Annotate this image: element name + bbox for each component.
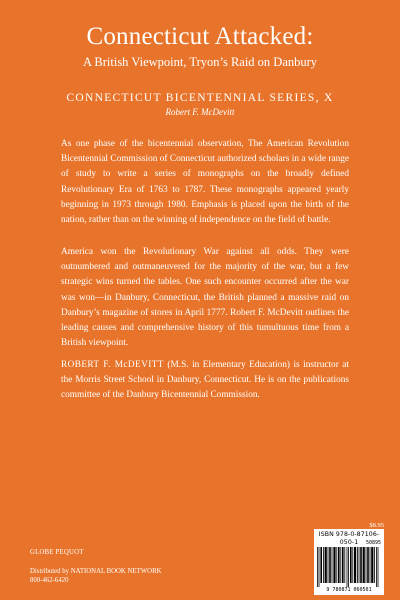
author-bio-text: (M.S. in Elementary Education) is instructor at the Morris Street School in Danbury, Connecticut. He is on the publications committee of the Danbury Bicentennial Commission.	[61, 360, 350, 401]
author-bio-name: ROBERT F. McDEVITT	[61, 360, 164, 370]
distributor-phone: 800-462-6420	[30, 576, 69, 584]
distributor-name: Distributed by NATIONAL BOOK NETWORK	[30, 568, 162, 575]
distributor-info	[30, 568, 162, 585]
publisher-name: GLOBE PEQUOT	[30, 549, 84, 556]
description-paragraph-1: As one phase of the bicentennial observation, The American Revolution Bicentennial Commission of Connecticut authorized scholars in a wide range of study to write a series of monographs on the broadly defined Revolutionary Era of 1763 to 1787. These monographs appeared yearly beginning in 1973 through 1980. Emphasis is placed upon the birth of the nation, rather than on the winning of independence on the field of battle.	[61, 139, 349, 226]
book-subtitle: A British Viewpoint, Tryon’s Raid on Danbury	[82, 55, 318, 69]
isbn-number: ISBN 978-0-87106-050-1	[318, 531, 380, 546]
author-name: Robert F. McDevitt	[165, 107, 235, 117]
barcode-icon	[316, 547, 382, 587]
barcode-digits: 9 780871 060501	[326, 587, 372, 593]
book-title: Connecticut Attacked:	[86, 23, 314, 50]
series-name: CONNECTICUT BICENTENNIAL SERIES, X	[66, 92, 334, 104]
description-paragraph-2: America won the Revolutionary War against all odds. They were outnumbered and outmaneuvered for the majority of the war, but a few strategic wins turned the tables. One such encounter occurred after the war was won—in Danbury, Connecticut, the British planned a massive raid on Danbury’s magazine of stores in April 1777. Robert F. McDevitt outlines the leading causes and comprehensive history of this tumultuous time from a British viewpoint.	[61, 247, 349, 349]
author-bio	[61, 358, 349, 404]
price-label: $8.95	[369, 522, 384, 529]
barcode-panel	[314, 529, 384, 595]
barcode-supplement-number: 50895	[365, 540, 381, 546]
